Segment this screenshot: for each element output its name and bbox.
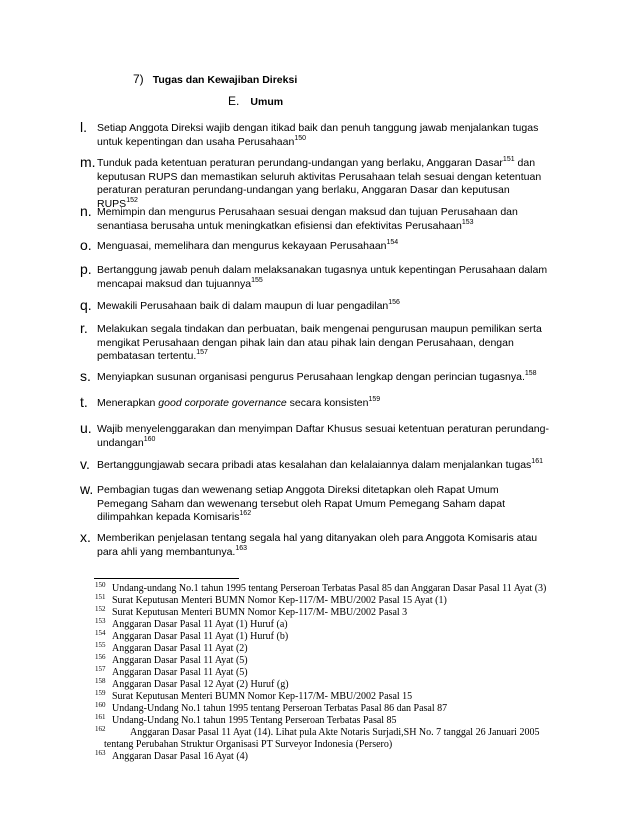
item-text: Setiap Anggota Direksi wajib dengan itikad baik dan penuh tanggung jawab menjalankan tugas untuk kepentingan dan usaha Perusahaan$^{150}$ xyxy=(97,122,539,148)
footnote-ref: 152 xyxy=(126,196,138,204)
item-letter: x. xyxy=(80,529,91,545)
item-letter: t. xyxy=(80,394,88,410)
item-text: Wajib menyelenggarakan dan menyimpan Daftar Khusus sesuai ketentuan peraturan perundang-undangan$^{160}$ xyxy=(97,423,549,449)
item-text: Pembagian tugas dan wewenang setiap Anggota Direksi ditetapkan oleh Rapat Umum Pemegang Saham dan wewenang tersebut oleh Rapat Umum Pemegang Saham dapat dilimpahkan kepada Komisaris$^{162}$ xyxy=(97,484,506,523)
item-letter: s. xyxy=(80,368,91,384)
list-item xyxy=(80,394,550,411)
list-item xyxy=(80,529,550,559)
footnote-continuation: tentang Perubahan Struktur Organisasi PT Surveyor Indonesia (Persero) xyxy=(104,739,393,750)
item-text: Bertanggungjawab secara pribadi atas kesalahan dan kelalaiannya dalam menjalankan tugas$^{161}$ xyxy=(97,458,543,471)
subsection-title: Umum xyxy=(250,96,284,108)
list-item xyxy=(80,481,550,525)
footnote: 152 Surat Keputusan Menteri BUMN Nomor Kep-117/M- MBU/2002 Pasal 3 xyxy=(95,605,408,618)
footnote-ref: 151 xyxy=(502,156,515,163)
item-text: Menerapkan good corporate governance secara konsisten$^{159}$ xyxy=(97,396,381,409)
subsection-heading xyxy=(228,94,283,108)
footnote: 156 Anggaran Dasar Pasal 11 Ayat (5) xyxy=(95,653,248,666)
footnote-ref: 156 xyxy=(388,299,400,306)
item-text: Tunduk pada ketentuan peraturan perundang-undangan yang berlaku, Anggaran Dasar$^{151}$ dan keputusan RUPS dan memastikan seluruh aktivitas Perusahaan telah sesuai dengan ketentuan peraturan peraturan perundang-undangan yang berlaku, Anggaran Dasar dan keputusan RUPS$^{152}$ xyxy=(97,156,542,210)
footnote: 162 Anggaran Dasar Pasal 11 Ayat (14). Lihat pula Akte Notaris Surjadi,SH No. 7 tanggal 26 Januari 2005 xyxy=(95,725,540,738)
list-item xyxy=(80,320,550,364)
list-item xyxy=(80,154,550,211)
item-letter: r. xyxy=(80,320,88,336)
item-text: Melakukan segala tindakan dan perbuatan, baik mengenai pengurusan maupun pemilikan serta mengikat Perusahaan dengan pihak lain dan atau pihak lain dengan Perusahaan, dengan pembatasan tertentu.$^{157}$ xyxy=(97,323,542,362)
footnote: 161 Undang-Undang No.1 tahun 1995 Tentang Perseroan Terbatas Pasal 85 xyxy=(95,713,397,726)
list-item xyxy=(80,297,550,314)
footnote-ref: 163 xyxy=(235,544,248,552)
list-item xyxy=(80,119,550,149)
item-text: Memberikan penjelasan tentang segala hal yang ditanyakan oleh para Anggota Komisaris atau para ahli yang membantunya.$^{163}$ xyxy=(97,532,538,558)
item-text: Menguasai, memelihara dan mengurus kekayaan Perusahaan$^{154}$ xyxy=(97,239,399,252)
section-title: Tugas dan Kewajiban Direksi xyxy=(152,74,298,86)
footnote: 159 Surat Keputusan Menteri BUMN Nomor Kep-117/M- MBU/2002 Pasal 15 xyxy=(95,689,413,702)
item-text: Memimpin dan mengurus Perusahaan sesuai dengan maksud dan tujuan Perusahaan dan senantiasa berusaha untuk meningkatkan efisiensi dan efektivitas Perusahaan$^{153}$ xyxy=(97,206,518,232)
footnote-ref: 157 xyxy=(196,349,208,356)
item-letter: w. xyxy=(80,481,94,497)
item-letter: p. xyxy=(80,261,92,277)
footnote-ref: 162 xyxy=(239,510,252,517)
item-letter: o. xyxy=(80,237,92,253)
footnote-ref: 153 xyxy=(461,218,474,226)
footnote: 157 Anggaran Dasar Pasal 11 Ayat (5) xyxy=(95,665,248,678)
footnote: 160 Undang-Undang No.1 tahun 1995 tentang Perseroan Terbatas Pasal 86 dan Pasal 87 xyxy=(95,701,448,714)
footnote: 158 Anggaran Dasar Pasal 12 Ayat (2) Huruf (g) xyxy=(95,677,289,690)
item-letter: l. xyxy=(80,119,87,135)
footnote-ref: 158 xyxy=(524,370,537,377)
footnote-ref: 155 xyxy=(251,276,263,284)
list-item xyxy=(80,237,550,254)
footnote-ref: 154 xyxy=(386,239,399,246)
item-text: Bertanggung jawab penuh dalam melaksanakan tugasnya untuk kepentingan Perusahaan dalam mencapai maksud dan tujuannya$^{155}$ xyxy=(97,264,548,290)
footnote-ref: 159 xyxy=(368,396,381,403)
footnote-ref: 161 xyxy=(531,458,543,465)
footnote: 154 Anggaran Dasar Pasal 11 Ayat (1) Huruf (b) xyxy=(95,629,289,642)
section-heading xyxy=(133,72,297,86)
footnote: 163 Anggaran Dasar Pasal 16 Ayat (4) xyxy=(95,749,248,762)
item-letter: q. xyxy=(80,297,92,313)
footnote: 155 Anggaran Dasar Pasal 11 Ayat (2) xyxy=(95,641,248,654)
section-number: 7) xyxy=(133,72,144,86)
list-item xyxy=(80,420,550,450)
item-text: Menyiapkan susunan organisasi pengurus Perusahaan lengkap dengan perincian tugasnya.$^{158}$ xyxy=(97,370,537,383)
list-item xyxy=(80,456,550,473)
list-item xyxy=(80,203,550,233)
item-letter: v. xyxy=(80,456,90,472)
item-letter: n. xyxy=(80,203,92,219)
subsection-letter: E. xyxy=(228,94,240,108)
item-letter: u. xyxy=(80,420,92,436)
footnote-ref: 150 xyxy=(294,134,307,142)
footnote-divider xyxy=(94,578,239,579)
list-item xyxy=(80,261,550,291)
footnote: 150 Undang-undang No.1 tahun 1995 tentang Perseroan Terbatas Pasal 85 dan Anggaran Dasar Pasal 11 Ayat (3) xyxy=(95,581,547,594)
footnote: 153 Anggaran Dasar Pasal 11 Ayat (1) Huruf (a) xyxy=(95,617,288,630)
footnote-ref: 160 xyxy=(143,435,156,443)
footnote: 151 Surat Keputusan Menteri BUMN Nomor Kep-117/M- MBU/2002 Pasal 15 Ayat (1) xyxy=(95,593,447,606)
item-letter: m. xyxy=(80,154,96,170)
item-text: Mewakili Perusahaan baik di dalam maupun di luar pengadilan$^{156}$ xyxy=(97,299,400,312)
list-item xyxy=(80,368,550,385)
